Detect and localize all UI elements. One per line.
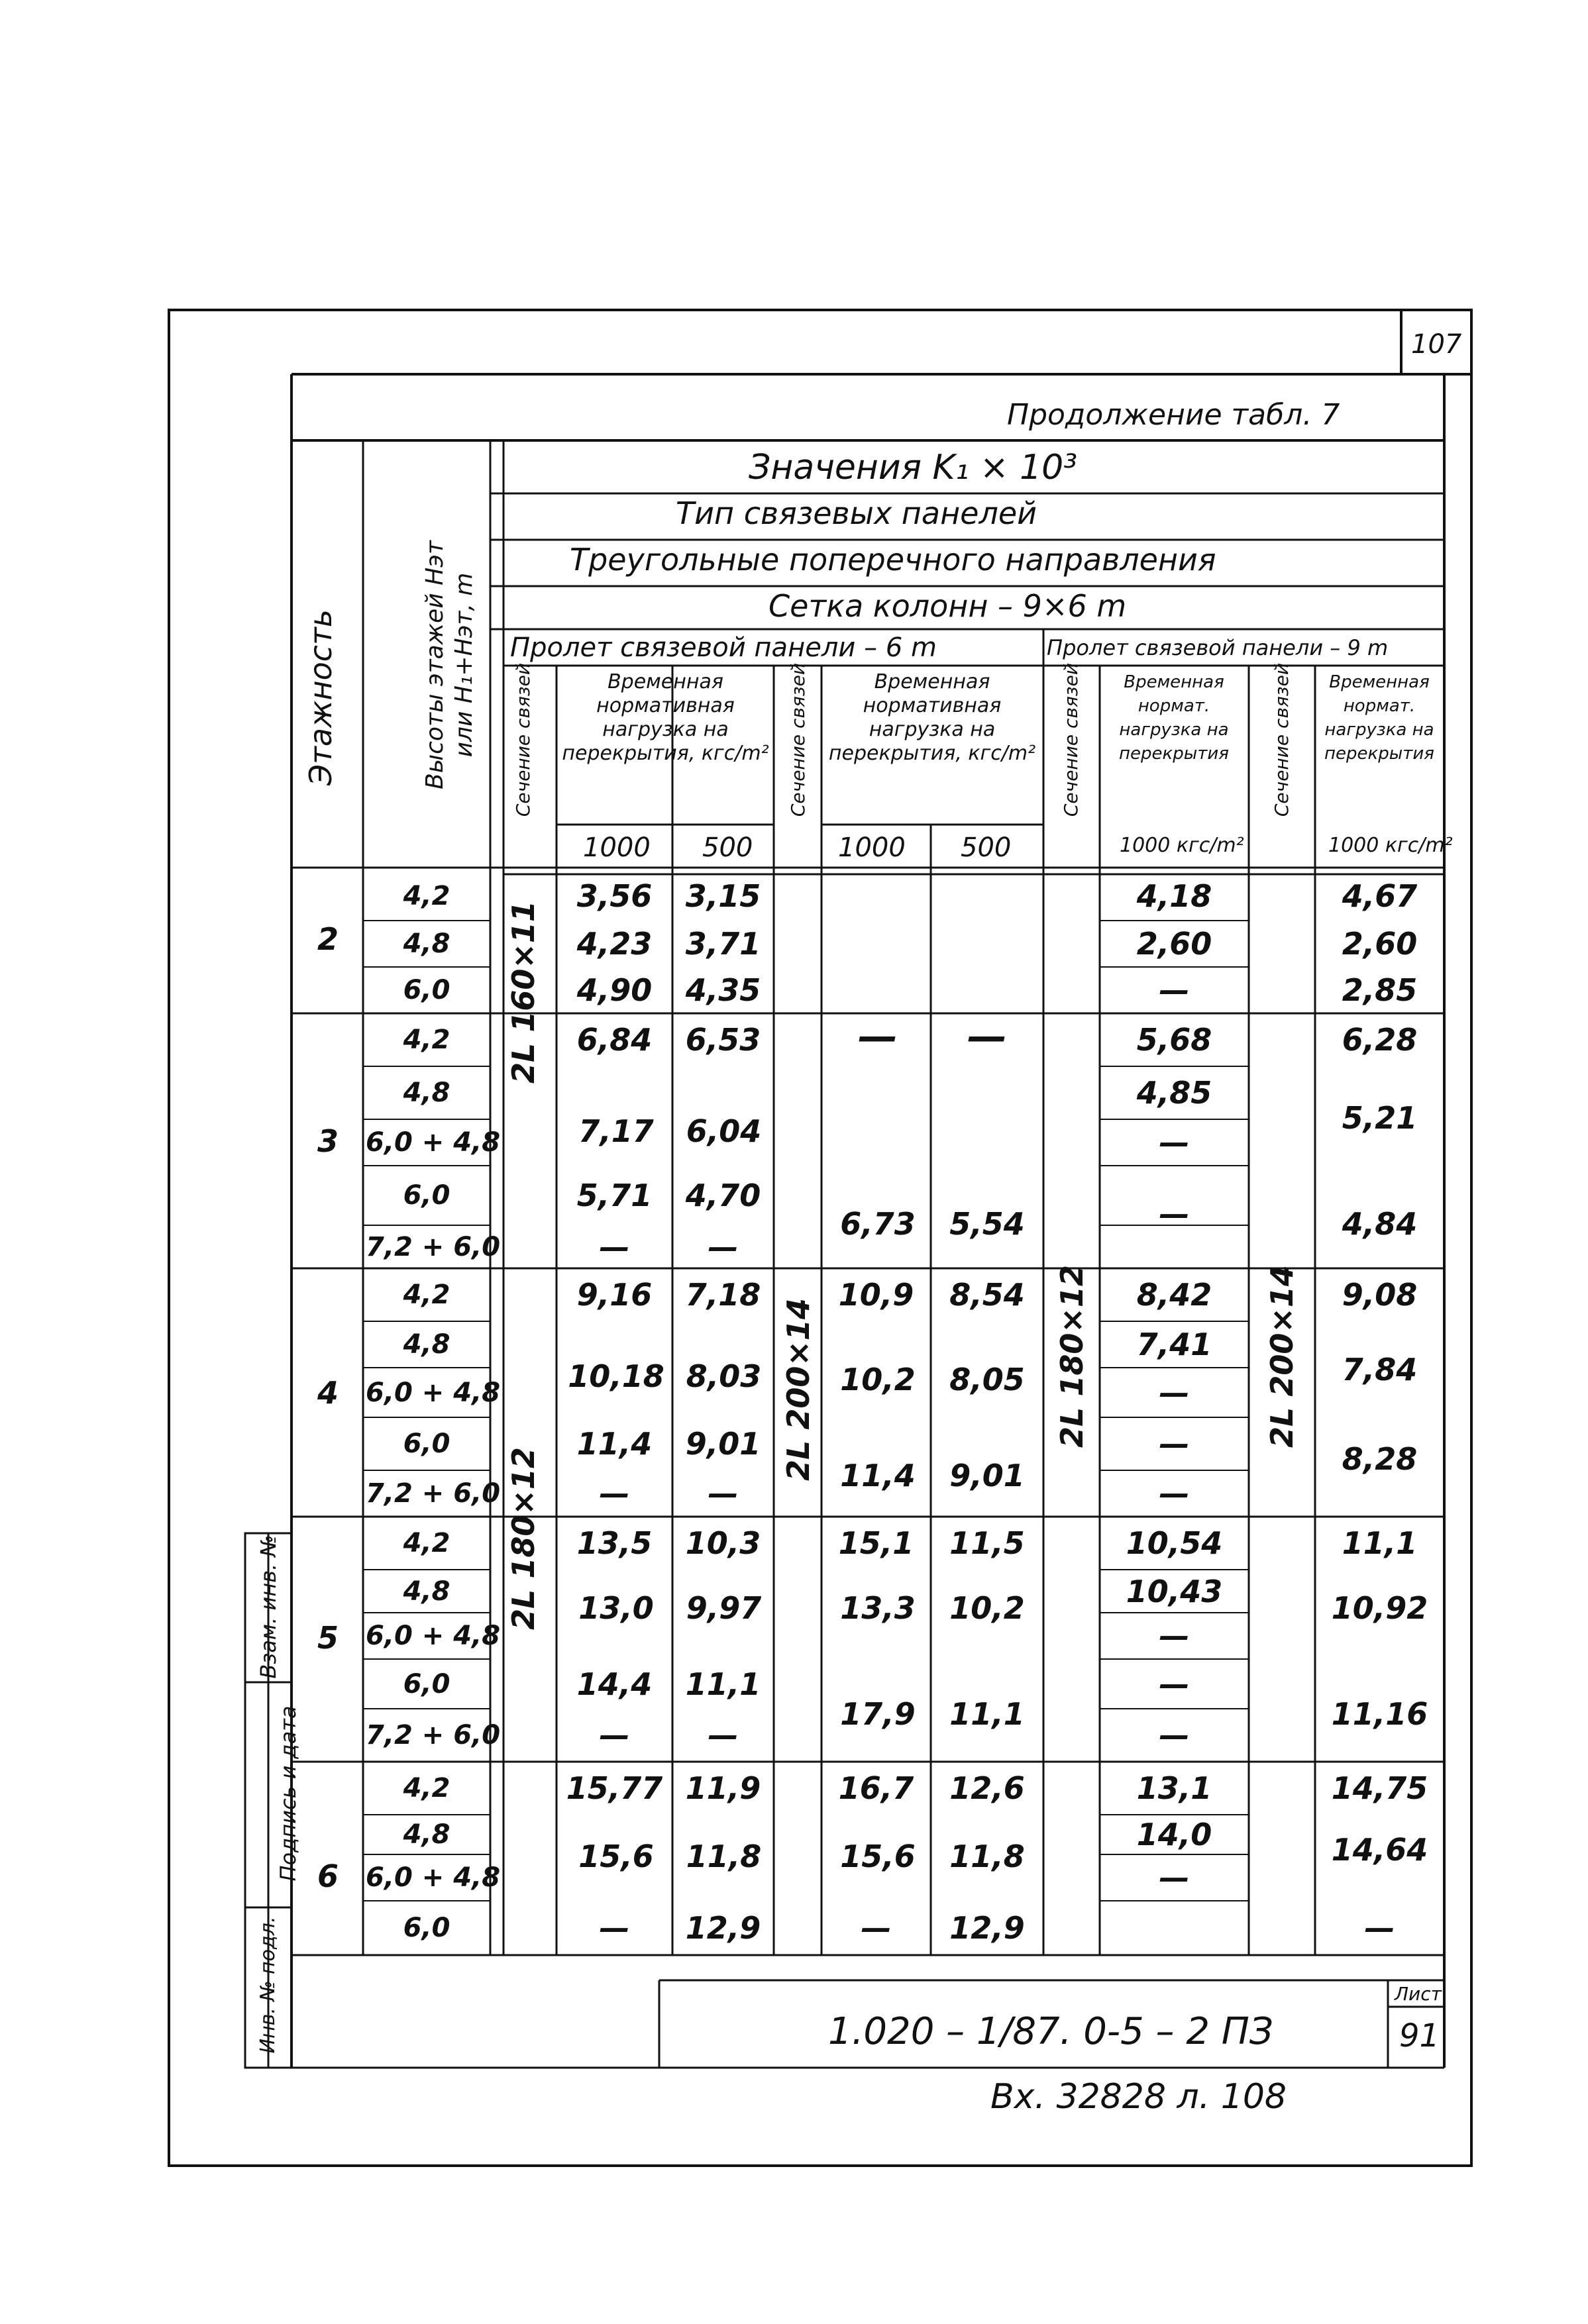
cell-d: 2,85: [1342, 972, 1418, 1008]
section-label-c: 2L 200×14: [780, 1298, 816, 1481]
floor-label-4: 4: [317, 1375, 339, 1411]
section-label-e: 2L 200×14: [1264, 1265, 1300, 1448]
cell-b500: 12,6: [949, 1770, 1025, 1806]
f3-dash-b500: —: [967, 1013, 1007, 1060]
cell-h: 6,0: [403, 975, 450, 1005]
cell-c: —: [1159, 972, 1190, 1008]
cell-h: 7,2 + 6,0: [366, 1232, 501, 1262]
cell-c: 13,1: [1136, 1770, 1212, 1806]
cell-a500: 3,71: [685, 926, 761, 962]
cell-a500: 11,9: [685, 1770, 761, 1806]
cell-a500: 3,15: [685, 878, 761, 914]
f3-a1000: 7,17: [578, 1113, 654, 1149]
cell-b1000: 10,9: [838, 1277, 914, 1313]
cell-c: 7,41: [1136, 1327, 1212, 1362]
f4-a500: 8,03: [686, 1358, 762, 1394]
cell-b500: 11,5: [949, 1525, 1025, 1561]
cell-c: —: [1159, 1860, 1190, 1895]
f5-d: 10,92: [1331, 1590, 1428, 1626]
cell-c: —: [1159, 1666, 1190, 1702]
cell-c: —: [1159, 1426, 1190, 1462]
cell-a500: —: [708, 1476, 739, 1511]
cell-a1000: 11,4: [576, 1426, 653, 1462]
cell-a1000: —: [599, 1476, 630, 1511]
cell-h: 6,0: [403, 1913, 450, 1943]
cell-c: 4,18: [1136, 878, 1212, 914]
cell-h: 4,2: [403, 881, 450, 911]
cell-b1000: 15,1: [838, 1525, 914, 1561]
load-1000-d: 1000 кгс/m²: [1328, 834, 1453, 857]
cell-a1000: 15,77: [566, 1770, 663, 1806]
f5-d2: 11,16: [1331, 1696, 1428, 1732]
f3-c: —: [1159, 1196, 1190, 1232]
f4-b500b: 9,01: [949, 1458, 1025, 1493]
f3-d2: 4,84: [1342, 1206, 1418, 1242]
cell-b500: 12,9: [949, 1910, 1025, 1946]
f3-dash-b1000: —: [858, 1013, 898, 1060]
cell-h: 4,2: [403, 1280, 450, 1310]
cell-h: 6,0 + 4,8: [366, 1127, 501, 1158]
cell-h: 7,2 + 6,0: [366, 1478, 501, 1509]
f4-d2: 8,28: [1342, 1441, 1418, 1477]
table-caption: Продолжение табл. 7: [1007, 398, 1340, 432]
cell-a1000: 6,84: [576, 1022, 653, 1058]
f6-b500: 11,8: [949, 1839, 1025, 1874]
cell-b500: 8,54: [949, 1277, 1025, 1313]
cell-h: 4,8: [403, 1576, 450, 1607]
load-1000-c: 1000 кгс/m²: [1120, 834, 1244, 857]
f4-b1000: 10,2: [840, 1362, 916, 1397]
cell-h: 6,0: [403, 1669, 450, 1699]
cell-a1000: —: [599, 1717, 630, 1753]
header-load-6a: Временная нормативная нагрузка на перекрытия, кгс/m²: [562, 670, 769, 765]
header-load-9b: Временная нормат. нагрузка на перекрытия: [1324, 672, 1434, 764]
f3-d: 5,21: [1342, 1100, 1418, 1136]
floor-label-6: 6: [317, 1858, 339, 1894]
cell-d: 4,67: [1342, 878, 1418, 914]
f3-b500: 5,54: [949, 1206, 1025, 1242]
f5-b1000: 13,3: [840, 1590, 916, 1626]
cell-a1000: —: [599, 1910, 630, 1946]
cell-a500: —: [708, 1717, 739, 1753]
side-stamp-repl: Взам. инв. №: [256, 1535, 281, 1679]
cell-b1000: 16,7: [838, 1770, 914, 1806]
cell-a500: 9,01: [685, 1426, 761, 1462]
side-stamp-sign: Подпись и дата: [276, 1705, 301, 1882]
section-label-b: 2L 180×12: [505, 1447, 541, 1630]
cell-h: 6,0: [403, 1429, 450, 1459]
cell-h: 6,0 + 4,8: [366, 1621, 501, 1651]
cell-a1000: 13,5: [576, 1525, 653, 1561]
cell-c: 14,0: [1136, 1817, 1212, 1852]
section-label-d: 2L 180×12: [1054, 1265, 1090, 1448]
cell-c: —: [1159, 1717, 1190, 1753]
cell-a500: 10,3: [685, 1525, 761, 1561]
load-500-a: 500: [702, 833, 753, 863]
sheet-number: 91: [1399, 2017, 1440, 2054]
cell-h: 7,2 + 6,0: [366, 1720, 501, 1750]
cell-a1000: 3,56: [576, 878, 653, 914]
f3-b1000: 6,73: [840, 1206, 916, 1242]
cell-c: 10,54: [1126, 1525, 1223, 1561]
header-span-6m: Пролет связевой панели – 6 m: [510, 632, 937, 663]
cell-d: 2,60: [1342, 926, 1418, 962]
cell-c: 10,43: [1126, 1574, 1223, 1609]
header-grid: Сетка колонн – 9×6 m: [768, 588, 1127, 624]
header-floors: Этажность: [303, 609, 339, 785]
cell-c: —: [1159, 1618, 1190, 1654]
header-section-b: Сечение связей: [787, 662, 809, 817]
cell-a500: 4,70: [685, 1178, 761, 1213]
cell-c: —: [1159, 1375, 1190, 1411]
floor-label-2: 2: [317, 921, 339, 957]
floor-label-5: 5: [317, 1620, 339, 1656]
cell-a500: 4,35: [685, 972, 761, 1008]
cell-a1000: 14,4: [576, 1666, 653, 1702]
cell-d: 14,75: [1331, 1770, 1428, 1806]
cell-b1000: —: [861, 1910, 892, 1946]
header-panel-type: Тип связевых панелей: [676, 495, 1037, 531]
cell-c: 5,68: [1136, 1022, 1212, 1058]
f5-a500: 9,97: [686, 1590, 762, 1626]
section-label-a: 2L 160×11: [505, 901, 541, 1084]
load-1000-b: 1000: [838, 833, 906, 863]
cell-a500: —: [708, 1229, 739, 1265]
cell-c: 2,60: [1136, 926, 1212, 962]
f5-b500b: 11,1: [949, 1696, 1025, 1732]
f4-b500: 8,05: [949, 1362, 1025, 1397]
header-values: Значения K₁ × 10³: [749, 448, 1078, 487]
cell-c: 4,85: [1136, 1075, 1212, 1111]
header-section-a: Сечение связей: [512, 662, 534, 817]
f5-a1000: 13,0: [578, 1590, 654, 1626]
floor-label-3: 3: [317, 1123, 339, 1159]
cell-d: 6,28: [1342, 1022, 1418, 1058]
cell-a500: 11,1: [685, 1666, 761, 1702]
cell-h: 6,0: [403, 1180, 450, 1211]
sheet-label: Лист: [1395, 1983, 1442, 2005]
cell-a500: 12,9: [685, 1910, 761, 1946]
cell-h: 4,2: [403, 1025, 450, 1055]
cell-h: 6,0 + 4,8: [366, 1378, 501, 1408]
header-load-6b: Временная нормативная нагрузка на перекрытия, кгс/m²: [828, 670, 1036, 765]
f5-b500: 10,2: [949, 1590, 1025, 1626]
load-500-b: 500: [961, 833, 1012, 863]
header-load-9a: Временная нормат. нагрузка на перекрытия: [1119, 672, 1229, 764]
f4-d: 7,84: [1342, 1352, 1418, 1388]
f6-a500: 11,8: [686, 1839, 762, 1874]
cell-a500: 7,18: [685, 1277, 761, 1313]
cell-d: 11,1: [1342, 1525, 1418, 1561]
cell-h: 4,8: [403, 1078, 450, 1108]
cell-a1000: 4,90: [576, 972, 653, 1008]
cell-h: 4,8: [403, 929, 450, 959]
f3-a500: 6,04: [686, 1113, 762, 1149]
header-span-9m: Пролет связевой панели – 9 m: [1047, 635, 1389, 660]
page-number: 107: [1411, 329, 1462, 360]
cell-h: 6,0 + 4,8: [366, 1862, 501, 1893]
cell-a500: 6,53: [685, 1022, 761, 1058]
cell-h: 4,2: [403, 1773, 450, 1803]
f4-b1000b: 11,4: [840, 1458, 916, 1493]
cell-a1000: —: [599, 1229, 630, 1265]
f5-b1000b: 17,9: [840, 1696, 916, 1732]
footer-note: Вх. 32828 л. 108: [990, 2077, 1287, 2117]
f6-b1000: 15,6: [840, 1839, 916, 1874]
cell-c: —: [1159, 1125, 1190, 1160]
f4-a1000: 10,18: [568, 1358, 664, 1394]
cell-h: 4,2: [403, 1528, 450, 1558]
header-section-c: Сечение связей: [1060, 662, 1082, 817]
load-1000-a: 1000: [583, 833, 651, 863]
document-code: 1.020 – 1/87. 0-5 – 2 ПЗ: [828, 2010, 1273, 2053]
header-direction: Треугольные поперечного направления: [570, 542, 1216, 578]
cell-a1000: 9,16: [576, 1277, 653, 1313]
cell-a1000: 5,71: [576, 1178, 653, 1213]
cell-c: —: [1159, 1476, 1190, 1511]
cell-c: 8,42: [1136, 1277, 1212, 1313]
cell-d: 9,08: [1342, 1277, 1418, 1313]
header-heights: Высоты этажей Hэт или H₁+Hэт, m: [421, 540, 478, 789]
cell-d: —: [1364, 1910, 1395, 1946]
side-stamp-inv: Инв. № подл.: [256, 1916, 280, 2054]
f6-d: 14,64: [1331, 1832, 1428, 1868]
header-section-d: Сечение связей: [1271, 662, 1293, 817]
cell-h: 4,8: [403, 1329, 450, 1360]
cell-a1000: 4,23: [576, 926, 653, 962]
f6-a1000: 15,6: [578, 1839, 654, 1874]
cell-h: 4,8: [403, 1819, 450, 1850]
